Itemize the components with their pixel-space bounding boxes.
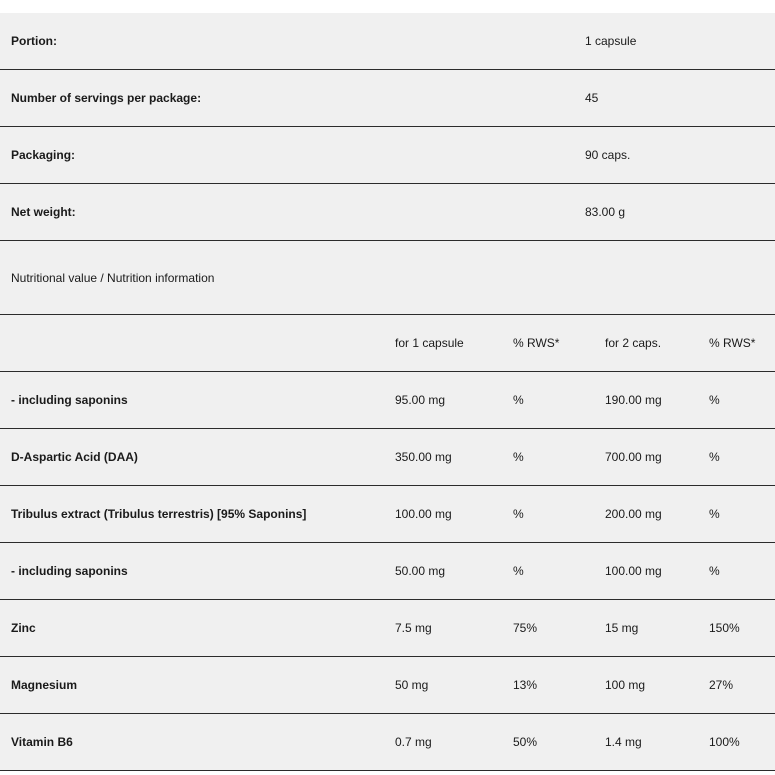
rws-per-2-caps: 150% [709,621,740,635]
nutrient-name: Magnesium [11,678,78,692]
info-value: 83.00 g [585,205,626,219]
nutrient-name: Zinc [11,621,36,635]
rws-per-capsule: 50% [513,735,538,749]
info-label: Portion: [11,34,57,48]
rws-per-2-caps: % [709,450,720,464]
info-label: Net weight: [11,205,76,219]
info-value: 1 capsule [585,34,637,48]
nutrition-row [0,543,775,600]
nutrient-name: - including saponins [11,564,128,578]
amount-per-2-caps: 700.00 mg [605,450,662,464]
amount-per-2-caps: 100.00 mg [605,564,662,578]
product-info-table [0,13,775,771]
amount-per-capsule: 95.00 mg [395,393,446,407]
rws-per-capsule: % [513,564,524,578]
amount-per-capsule: 0.7 mg [395,735,432,749]
rws-per-2-caps: 100% [709,735,740,749]
amount-per-2-caps: 200.00 mg [605,507,662,521]
info-row-servings [0,70,775,127]
nutrition-row [0,372,775,429]
info-row-net-weight [0,184,775,241]
column-header-per-capsule: for 1 capsule [395,336,464,350]
amount-per-2-caps: 15 mg [605,621,639,635]
column-header-per-2-caps: for 2 caps. [605,336,662,350]
nutrition-row [0,429,775,486]
nutrition-row [0,657,775,714]
rws-per-capsule: % [513,450,524,464]
nutrition-row [0,486,775,543]
nutrition-row [0,600,775,657]
amount-per-2-caps: 190.00 mg [605,393,662,407]
info-label: Packaging: [11,148,76,162]
info-row-packaging [0,127,775,184]
rws-per-capsule: % [513,507,524,521]
nutrition-row [0,714,775,771]
amount-per-capsule: 50.00 mg [395,564,446,578]
column-header-rws: % RWS* [709,336,756,350]
nutrient-name: Vitamin B6 [11,735,73,749]
rws-per-2-caps: 27% [709,678,734,692]
info-row-portion [0,13,775,70]
nutrient-name: Tribulus extract (Tribulus terrestris) [95% Saponins] [11,507,307,521]
amount-per-2-caps: 100 mg [605,678,646,692]
rws-per-capsule: 75% [513,621,538,635]
rws-per-capsule: % [513,393,524,407]
nutrient-name: D-Aspartic Acid (DAA) [11,450,138,464]
amount-per-capsule: 350.00 mg [395,450,452,464]
info-value: 45 [585,91,599,105]
amount-per-capsule: 50 mg [395,678,429,692]
rws-per-2-caps: % [709,393,720,407]
amount-per-capsule: 7.5 mg [395,621,432,635]
amount-per-capsule: 100.00 mg [395,507,452,521]
rws-per-capsule: 13% [513,678,538,692]
nutrient-name: - including saponins [11,393,128,407]
info-value: 90 caps. [585,148,631,162]
rws-per-2-caps: % [709,564,720,578]
section-title: Nutritional value / Nutrition information [11,270,215,285]
nutrition-section-header [0,241,775,315]
rws-per-2-caps: % [709,507,720,521]
column-header-rws: % RWS* [513,336,560,350]
info-label: Number of servings per package: [11,91,202,105]
nutrition-column-headers [0,315,775,372]
amount-per-2-caps: 1.4 mg [605,735,642,749]
